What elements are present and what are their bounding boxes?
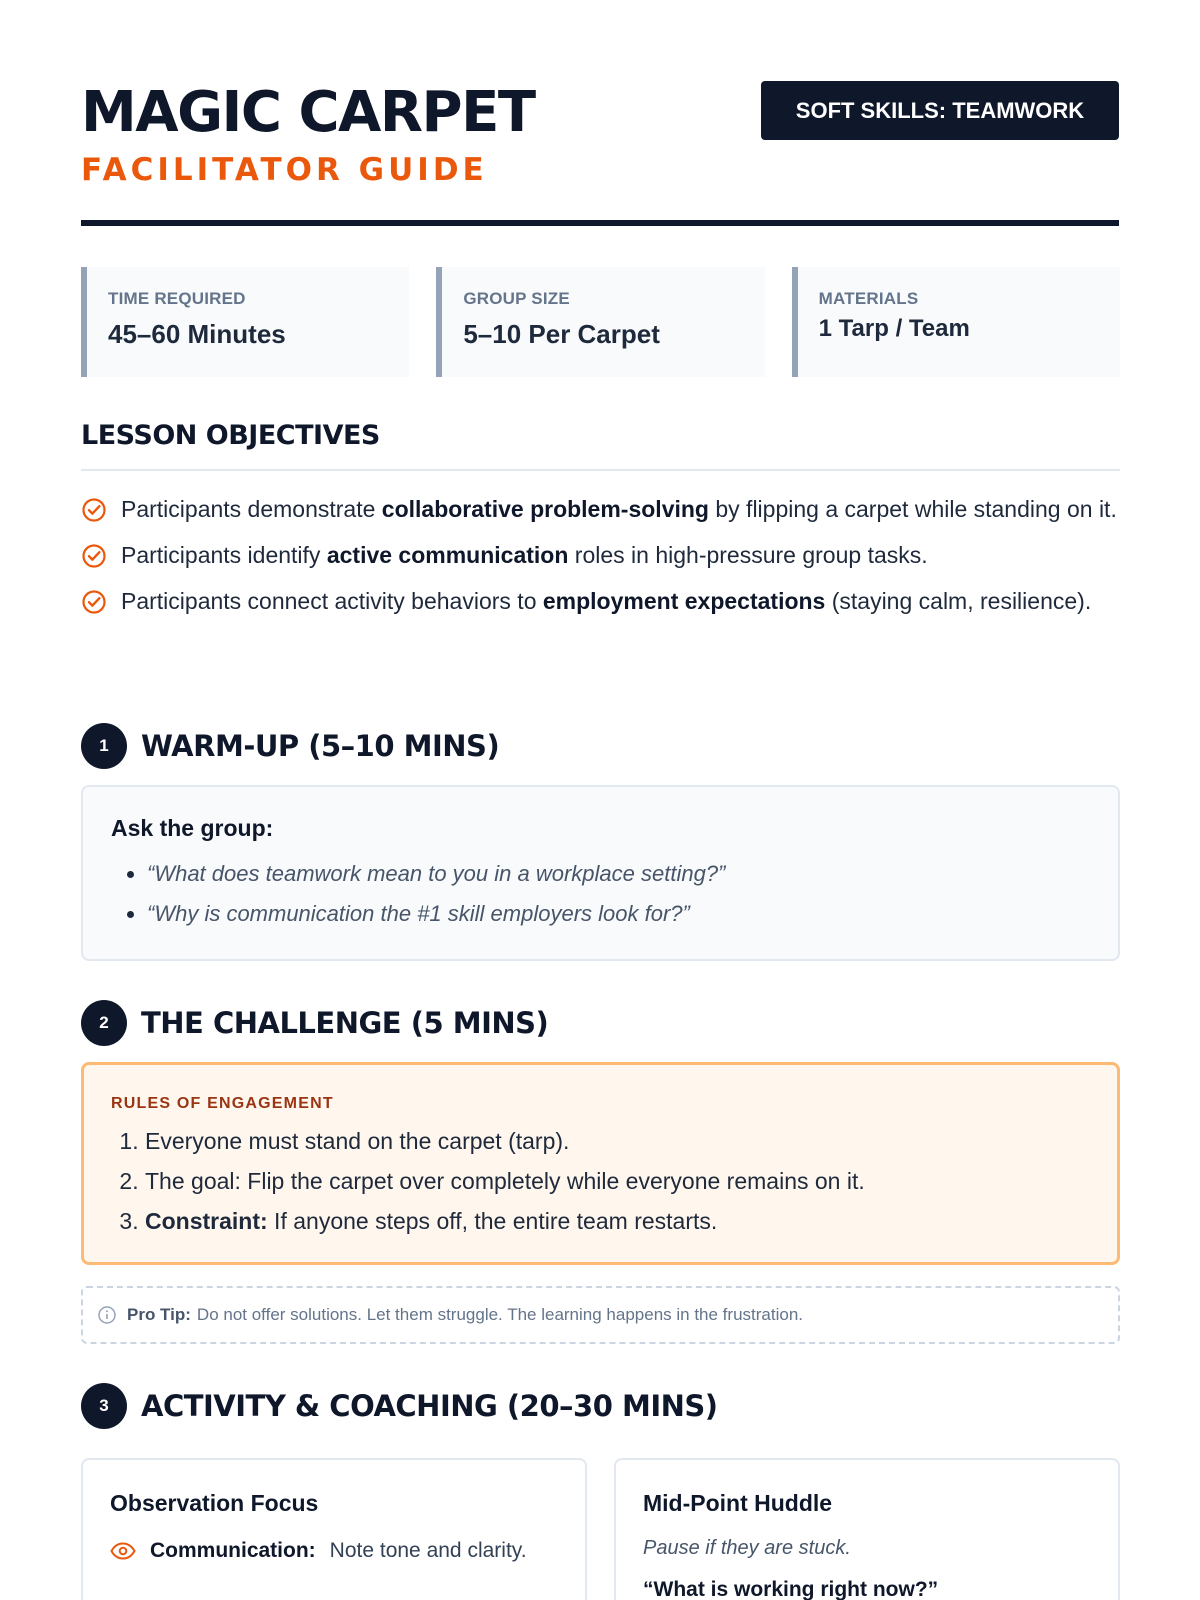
rule-item bbox=[145, 1161, 1117, 1201]
info-label: MATERIALS bbox=[818, 289, 919, 308]
info-icon bbox=[97, 1305, 117, 1325]
info-value: 45–60 Minutes bbox=[108, 319, 286, 349]
pro-tip bbox=[81, 1286, 1120, 1344]
objectives-divider bbox=[81, 469, 1120, 471]
info-card-time bbox=[81, 267, 409, 377]
objective-emphasis: active communication bbox=[326, 542, 569, 568]
observation-title: Observation Focus bbox=[110, 1490, 319, 1516]
observation-label: Communication: bbox=[150, 1539, 316, 1562]
objective-item bbox=[81, 538, 1120, 572]
check-circle-icon bbox=[81, 543, 107, 569]
info-card-group-size bbox=[436, 267, 764, 377]
objective-text: by flipping a carpet while standing on it. bbox=[708, 496, 1117, 522]
warm-up-box bbox=[81, 785, 1120, 961]
step-title: ACTIVITY & COACHING (20–30 MINS) bbox=[141, 1389, 718, 1423]
check-circle-icon bbox=[81, 589, 107, 615]
objectives-heading: LESSON OBJECTIVES bbox=[81, 420, 380, 451]
rule-text: Everyone must stand on the carpet (tarp). bbox=[145, 1128, 570, 1154]
step-number: 3 bbox=[81, 1383, 127, 1429]
rules-list bbox=[111, 1121, 1117, 1241]
eye-icon bbox=[110, 1541, 136, 1561]
step-number: 2 bbox=[81, 1000, 127, 1046]
step-activity bbox=[81, 1383, 718, 1429]
step-title: THE CHALLENGE (5 MINS) bbox=[141, 1006, 549, 1040]
step-challenge bbox=[81, 1000, 548, 1046]
rule-text: If anyone steps off, the entire team restarts. bbox=[267, 1208, 718, 1234]
info-label: TIME REQUIRED bbox=[108, 289, 246, 308]
huddle-note: Pause if they are stuck. bbox=[643, 1537, 851, 1559]
observation-card bbox=[81, 1458, 587, 1600]
objectives-list bbox=[81, 492, 1120, 630]
warm-up-question: • “Why is communication the #1 skill employers look for?” bbox=[147, 894, 1118, 934]
info-label: GROUP SIZE bbox=[463, 289, 570, 308]
info-value: 5–10 Per Carpet bbox=[463, 319, 660, 349]
huddle-title: Mid-Point Huddle bbox=[643, 1490, 833, 1516]
observation-item bbox=[110, 1539, 585, 1563]
page-title: MAGIC CARPET bbox=[81, 80, 535, 145]
objective-item bbox=[81, 584, 1120, 618]
rules-box bbox=[81, 1062, 1120, 1265]
rules-label: RULES OF ENGAGEMENT bbox=[111, 1095, 334, 1112]
warm-up-prompt: Ask the group: bbox=[111, 815, 274, 841]
huddle-quote: “What is working right now?” bbox=[643, 1578, 939, 1600]
info-card-materials bbox=[792, 267, 1120, 377]
info-value: 1 Tarp / Team bbox=[818, 315, 970, 342]
objective-text: Participants demonstrate bbox=[121, 496, 382, 522]
rule-emphasis: Constraint: bbox=[145, 1208, 268, 1234]
step-title: WARM-UP (5–10 MINS) bbox=[141, 729, 500, 763]
step-warm-up bbox=[81, 723, 499, 769]
objective-emphasis: collaborative problem-solving bbox=[381, 496, 709, 522]
info-cards bbox=[81, 267, 1120, 377]
objective-emphasis: employment expectations bbox=[542, 588, 826, 614]
header bbox=[81, 0, 1119, 228]
objective-text: Participants connect activity behaviors to bbox=[121, 588, 543, 614]
page-subtitle: FACILITATOR GUIDE bbox=[81, 152, 488, 188]
step-number: 1 bbox=[81, 723, 127, 769]
rule-item bbox=[145, 1201, 1117, 1241]
pro-tip-text: Do not offer solutions. Let them struggle. The learning happens in the frustration. bbox=[196, 1305, 803, 1324]
objective-item bbox=[81, 492, 1120, 526]
observation-text: Note tone and clarity. bbox=[329, 1539, 527, 1562]
category-badge: SOFT SKILLS: TEAMWORK bbox=[761, 81, 1119, 140]
check-circle-icon bbox=[81, 497, 107, 523]
warm-up-question: • “What does teamwork mean to you in a workplace setting?” bbox=[147, 854, 1118, 894]
objective-text: (staying calm, resilience). bbox=[825, 588, 1092, 614]
objective-text: roles in high-pressure group tasks. bbox=[568, 542, 928, 568]
header-divider bbox=[81, 220, 1119, 226]
objective-text: Participants identify bbox=[121, 542, 327, 568]
warm-up-questions bbox=[111, 854, 1118, 934]
rule-text: The goal: Flip the carpet over completely while everyone remains on it. bbox=[145, 1168, 865, 1194]
huddle-card bbox=[614, 1458, 1120, 1600]
pro-tip-label: Pro Tip: bbox=[127, 1305, 191, 1324]
rule-item bbox=[145, 1121, 1117, 1161]
